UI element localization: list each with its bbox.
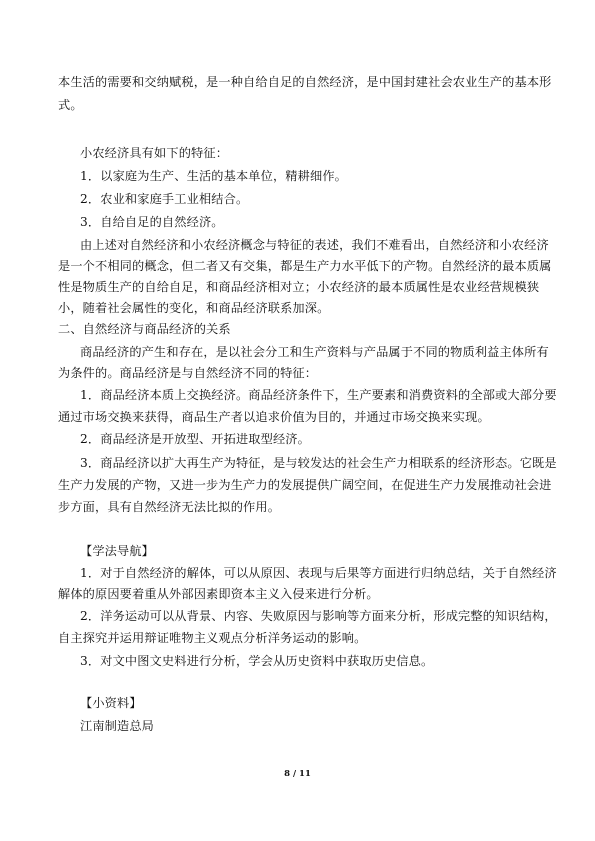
page-number: 8 / 11 <box>284 769 311 779</box>
section-heading: 二、自然经济与商品经济的关系 <box>58 322 231 336</box>
list-item: 1．商品经济本质上交换经济。商品经济条件下，生产要素和消费资料的全部或大部分要 <box>80 388 557 402</box>
text-line: 自主探究并运用辩证唯物主义观点分析洋务运动的影响。 <box>58 631 367 645</box>
text-line: 性是物质生产的自给自足，和商品经济相对立；小农经济的最本质属性是农业经营规模狭 <box>58 280 540 294</box>
list-item: 1．以家庭为生产、生活的基本单位，精耕细作。 <box>80 169 347 183</box>
section-heading: 【学法导航】 <box>80 544 155 558</box>
text-line: 小，随着社会属性的变化，和商品经济联系加深。 <box>58 301 330 315</box>
list-item: 3．对文中图文史料进行分析，学会从历史资料中获取历史信息。 <box>80 654 434 668</box>
text-line: 本生活的需要和交纳赋税，是一种自给自足的自然经济，是中国封建社会农业生产的基本形 <box>58 75 552 89</box>
list-item: 3．商品经济以扩大再生产为特征，是与较发达的社会生产力相联系的经济形态。它既是 <box>80 456 557 470</box>
text-line: 江南制造总局 <box>80 719 155 733</box>
text-line: 为条件的。商品经济是与自然经济不同的特征： <box>58 366 318 380</box>
text-line: 式。 <box>58 98 83 112</box>
list-item: 2．农业和家庭手工业相结合。 <box>80 192 249 206</box>
list-item: 3．自给自足的自然经济。 <box>80 215 224 229</box>
text-line: 商品经济的产生和存在，是以社会分工和生产资料与产品属于不同的物质利益主体所有 <box>80 345 549 359</box>
text-line: 生产力发展的产物，又进一步为生产力的发展提供广阔空间，在促进生产力发展推动社会进 <box>58 478 552 492</box>
list-item: 1．对于自然经济的解体，可以从原因、表现与后果等方面进行归纳总结，关于自然经济 <box>80 566 557 580</box>
text-line: 通过市场交换来获得，商品生产者以追求价值为目的，并通过市场交换来实现。 <box>58 410 490 424</box>
list-item: 2．洋务运动可以从背景、内容、失败原因与影响等方面来分析，形成完整的知识结构， <box>80 609 557 623</box>
list-item: 2．商品经济是开放型、开拓进取型经济。 <box>80 432 310 446</box>
text-line: 小农经济具有如下的特征： <box>80 146 229 160</box>
text-line: 解体的原因要着重从外部因素即资本主义入侵来进行分析。 <box>58 587 379 601</box>
section-heading: 【小资料】 <box>80 696 142 710</box>
text-line: 步方面，具有自然经济无法比拟的作用。 <box>58 500 281 514</box>
text-line: 由上述对自然经济和小农经济概念与特征的表述，我们不难看出，自然经济和小农经济 <box>80 238 549 252</box>
text-line: 是一个不相同的概念，但二者又有交集，都是生产力水平低下的产物。自然经济的最本质属 <box>58 259 552 273</box>
